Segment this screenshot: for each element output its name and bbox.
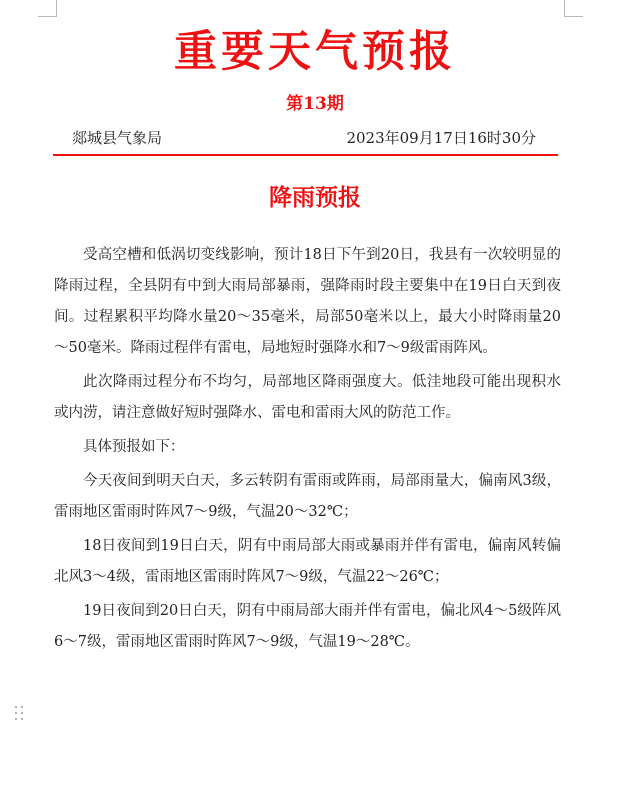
paragraph-overview: 受高空槽和低涡切变线影响，预计18日下午到20日，我县有一次较明显的降雨过程，全县阴有中到大雨局部暴雨，强降雨时段主要集中在19日白天到夜间。过程累积平均降水量20～35毫米，局部50毫米以上，最大小时降雨量20～50毫米。降雨过程伴有雷电，局地短时强降水和7～9级雷雨阵风。 (54, 247, 561, 356)
page-corner-mark-top-right (564, 0, 583, 17)
drag-handle-icon[interactable] (15, 706, 25, 722)
paragraph-forecast-tonight: 今天夜间到明天白天，多云转阴有雷雨或阵雨，局部雨量大，偏南风3级，雷雨地区雷雨时阵风7～9级，气温20～32℃； (54, 473, 561, 520)
forecast-body (54, 240, 561, 661)
issue-datetime: 2023年09月17日16时30分 (346, 129, 536, 147)
forecast-heading: 降雨预报 (269, 184, 361, 211)
paragraph-forecast-18th: 18日夜间到19日白天，阴有中雨局部大雨或暴雨并伴有雷电，偏南风转偏北风3～4级，雷雨地区雷雨时阵风7～9级，气温22～26℃； (54, 538, 561, 585)
page-corner-mark-top-left (38, 0, 57, 17)
issuing-organization: 郯城县气象局 (72, 129, 163, 147)
document-title: 重要天气预报 (174, 27, 456, 77)
paragraph-forecast-19th: 19日夜间到20日白天，阴有中雨局部大雨并伴有雷电，偏北风4～5级阵风6～7级，雷雨地区雷雨时阵风7～9级，气温19～28℃。 (54, 603, 561, 650)
paragraph-warning: 此次降雨过程分布不均匀，局部地区降雨强度大。低洼地段可能出现积水或内涝，请注意做好短时强降水、雷电和雷雨大风的防范工作。 (54, 374, 561, 421)
issue-number: 第13期 (286, 94, 344, 114)
paragraph-intro: 具体预报如下： (83, 439, 185, 455)
header-divider (53, 154, 558, 156)
